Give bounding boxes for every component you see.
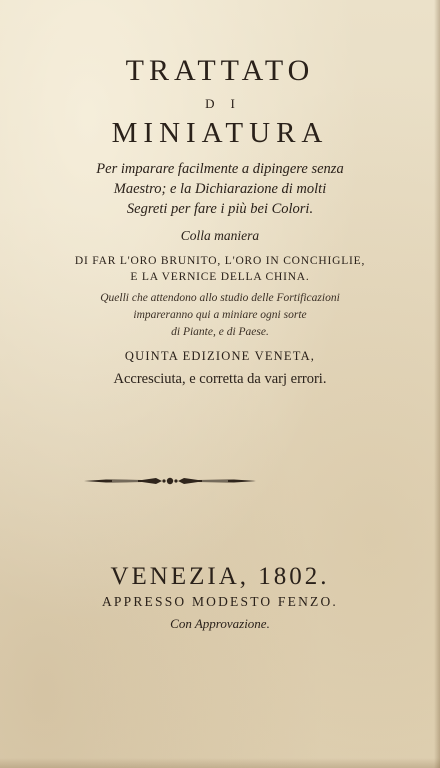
note-line: Quelli che attendono allo studio delle Fortificazioni xyxy=(100,292,340,304)
colla-maniera-line: Colla maniera xyxy=(180,228,260,243)
methods-line: E LA VERNICE DELLA CHINA. xyxy=(130,271,310,283)
imprint-approval: Con Approvazione. xyxy=(170,616,270,631)
subtitle-line: Segreti per fare i più bei Colori. xyxy=(126,201,314,217)
imprint-city-year: VENEZIA, 1802. xyxy=(110,563,330,590)
subtitle-line: Per imparare facilmente a dipingere senza xyxy=(96,161,344,177)
methods-line: DI FAR L'ORO BRUNITO, L'ORO IN CONCHIGLIE, xyxy=(74,255,366,267)
ornament-rule-icon xyxy=(82,474,258,488)
revision-line: Accresciuta, e corretta da varj errori. xyxy=(113,371,327,387)
book-title: TRATTATO xyxy=(125,54,315,87)
imprint-printer: APPRESSO MODESTO FENZO. xyxy=(101,594,338,609)
book-title-subject: MINIATURA xyxy=(111,117,329,149)
note-line: impareranno qui a miniare ogni sorte xyxy=(133,309,307,321)
page-bottom-shadow xyxy=(0,758,440,768)
note-line: di Piante, e di Paese. xyxy=(171,326,269,338)
book-title-connector: DI xyxy=(205,96,251,111)
subtitle-line: Maestro; e la Dichiarazione di molti xyxy=(113,181,327,197)
edition-line: QUINTA EDIZIONE VENETA, xyxy=(124,349,316,363)
